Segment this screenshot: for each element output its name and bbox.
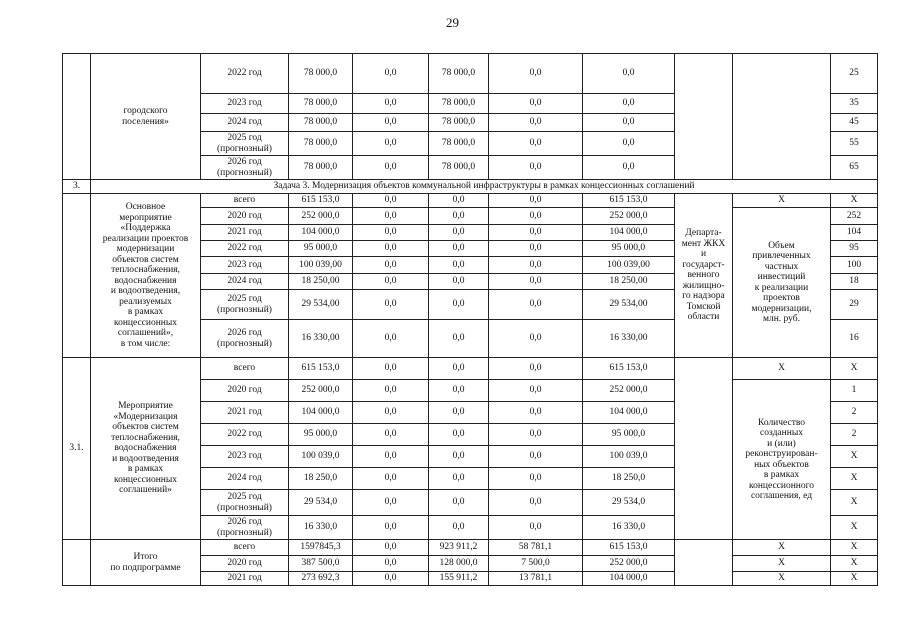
total-cell: 273 692,3 [289,572,353,586]
extrabudgetary-cell: 18 250,00 [583,274,675,290]
executor-cell: Департа- мент ЖКХ и государст- венного жилищно- го надзора Томской области [675,194,733,358]
federal-budget-cell: 0,0 [353,468,429,490]
extrabudgetary-cell: 252 000,0 [583,380,675,402]
extrabudgetary-cell: 95 000,0 [583,241,675,257]
year-cell: всего [201,358,289,380]
measure-name-cell: Мероприятие «Модернизация объектов систем теплоснабжения, водоснабжения и водоотведения в рамках концессионных соглашений» [91,358,201,540]
federal-budget-cell: 0,0 [353,402,429,424]
regional-budget-cell: 78 000,0 [429,54,489,94]
target-value-cell: 2 [831,424,878,446]
regional-budget-cell: 78 000,0 [429,132,489,156]
local-budget-cell: 0,0 [489,490,583,516]
local-budget-cell: 0,0 [489,54,583,94]
year-cell: всего [201,540,289,556]
total-cell: 1597845,3 [289,540,353,556]
total-cell: 78 000,0 [289,156,353,180]
total-cell: 95 000,0 [289,424,353,446]
regional-budget-cell: 0,0 [429,402,489,424]
regional-budget-cell: 0,0 [429,446,489,468]
total-cell: 16 330,00 [289,320,353,358]
federal-budget-cell: 0,0 [353,156,429,180]
regional-budget-cell: 0,0 [429,380,489,402]
local-budget-cell: 0,0 [489,468,583,490]
regional-budget-cell: 0,0 [429,208,489,225]
regional-budget-cell: 0,0 [429,320,489,358]
year-cell: 2024 год [201,114,289,132]
local-budget-cell: 0,0 [489,132,583,156]
federal-budget-cell: 0,0 [353,114,429,132]
total-cell: 78 000,0 [289,114,353,132]
extrabudgetary-cell: 29 534,0 [583,490,675,516]
federal-budget-cell: 0,0 [353,490,429,516]
number-cell: 3.1. [63,358,91,540]
local-budget-cell: 0,0 [489,94,583,114]
extrabudgetary-cell: 100 039,0 [583,446,675,468]
target-value-cell: X [831,490,878,516]
regional-budget-cell: 0,0 [429,257,489,274]
page-number: 29 [446,15,459,30]
indicator-cell: X [733,556,831,572]
task-number-cell: 3. [63,180,91,194]
year-cell: 2022 год [201,241,289,257]
number-cell [63,540,91,586]
local-budget-cell: 0,0 [489,380,583,402]
year-cell: 2020 год [201,208,289,225]
year-cell: 2024 год [201,468,289,490]
regional-budget-cell: 0,0 [429,241,489,257]
local-budget-cell: 0,0 [489,446,583,468]
number-cell [63,194,91,358]
target-value-cell: 35 [831,94,878,114]
executor-cell [675,54,733,180]
local-budget-cell: 0,0 [489,194,583,208]
target-value-cell: X [831,556,878,572]
regional-budget-cell: 128 000,0 [429,556,489,572]
federal-budget-cell: 0,0 [353,424,429,446]
local-budget-cell: 0,0 [489,424,583,446]
extrabudgetary-cell: 18 250,0 [583,468,675,490]
measure-name-cell: Итого по подпрограмме [91,540,201,586]
year-cell: 2023 год [201,94,289,114]
federal-budget-cell: 0,0 [353,290,429,320]
subprogram-table [62,53,878,586]
regional-budget-cell: 923 911,2 [429,540,489,556]
extrabudgetary-cell: 100 039,00 [583,257,675,274]
indicator-cell: X [733,572,831,586]
total-cell: 18 250,00 [289,274,353,290]
table-row [63,540,878,556]
total-cell: 78 000,0 [289,132,353,156]
local-budget-cell: 0,0 [489,402,583,424]
federal-budget-cell: 0,0 [353,320,429,358]
year-cell: 2023 год [201,446,289,468]
total-cell: 78 000,0 [289,94,353,114]
table-row [63,180,878,194]
federal-budget-cell: 0,0 [353,54,429,94]
year-cell: 2025 год (прогнозный) [201,290,289,320]
target-value-cell: 65 [831,156,878,180]
extrabudgetary-cell: 252 000,0 [583,556,675,572]
measure-name-cell: Основное мероприятие «Поддержка реализации проектов модернизации объектов систем теплоснабжения, водоснабжения и водоотведения, реализуемых в рамках концессионных соглашений», в том числе: [91,194,201,358]
regional-budget-cell: 78 000,0 [429,156,489,180]
federal-budget-cell: 0,0 [353,132,429,156]
local-budget-cell: 0,0 [489,225,583,241]
year-cell: 2020 год [201,380,289,402]
year-cell: 2024 год [201,274,289,290]
year-cell: 2021 год [201,225,289,241]
total-cell: 615 153,0 [289,358,353,380]
federal-budget-cell: 0,0 [353,380,429,402]
local-budget-cell: 7 500,0 [489,556,583,572]
year-cell: 2026 год (прогнозный) [201,320,289,358]
extrabudgetary-cell: 615 153,0 [583,194,675,208]
indicator-cell: X [733,194,831,208]
target-value-cell: X [831,540,878,556]
extrabudgetary-cell: 104 000,0 [583,572,675,586]
target-value-cell: 252 [831,208,878,225]
year-cell: 2022 год [201,424,289,446]
target-value-cell: X [831,194,878,208]
table-row [63,54,878,94]
regional-budget-cell: 0,0 [429,194,489,208]
federal-budget-cell: 0,0 [353,208,429,225]
indicator-cell [733,54,831,180]
extrabudgetary-cell: 0,0 [583,132,675,156]
total-cell: 615 153,0 [289,194,353,208]
regional-budget-cell: 155 911,2 [429,572,489,586]
target-value-cell: 29 [831,290,878,320]
federal-budget-cell: 0,0 [353,516,429,540]
target-value-cell: 18 [831,274,878,290]
extrabudgetary-cell: 0,0 [583,156,675,180]
table-row [63,358,878,380]
regional-budget-cell: 0,0 [429,424,489,446]
extrabudgetary-cell: 0,0 [583,114,675,132]
extrabudgetary-cell: 0,0 [583,94,675,114]
extrabudgetary-cell: 104 000,0 [583,402,675,424]
target-value-cell: X [831,516,878,540]
number-cell [63,54,91,180]
year-cell: 2026 год (прогнозный) [201,156,289,180]
year-cell: 2021 год [201,402,289,424]
total-cell: 387 500,0 [289,556,353,572]
executor-cell [675,540,733,586]
local-budget-cell: 0,0 [489,274,583,290]
regional-budget-cell: 0,0 [429,516,489,540]
target-value-cell: 45 [831,114,878,132]
federal-budget-cell: 0,0 [353,257,429,274]
task-title-cell: Задача 3. Модернизация объектов коммунальной инфраструктуры в рамках концессионных соглашений [91,180,878,194]
extrabudgetary-cell: 16 330,0 [583,516,675,540]
local-budget-cell: 0,0 [489,257,583,274]
target-value-cell: 104 [831,225,878,241]
indicator-cell: X [733,540,831,556]
local-budget-cell: 0,0 [489,208,583,225]
federal-budget-cell: 0,0 [353,241,429,257]
year-cell: 2023 год [201,257,289,274]
total-cell: 252 000,0 [289,208,353,225]
extrabudgetary-cell: 104 000,0 [583,225,675,241]
target-value-cell: 2 [831,402,878,424]
target-value-cell: 16 [831,320,878,358]
local-budget-cell: 58 781,1 [489,540,583,556]
local-budget-cell: 0,0 [489,516,583,540]
indicator-name-cell: Объем привлеченных частных инвестиций к реализации проектов модернизации, млн. руб. [733,208,831,358]
total-cell: 29 534,00 [289,290,353,320]
regional-budget-cell: 78 000,0 [429,94,489,114]
executor-cell [675,358,733,540]
regional-budget-cell: 78 000,0 [429,114,489,132]
extrabudgetary-cell: 0,0 [583,54,675,94]
measure-name-cell: городского поселения» [91,54,201,180]
extrabudgetary-cell: 29 534,00 [583,290,675,320]
federal-budget-cell: 0,0 [353,446,429,468]
year-cell: всего [201,194,289,208]
extrabudgetary-cell: 16 330,00 [583,320,675,358]
federal-budget-cell: 0,0 [353,225,429,241]
federal-budget-cell: 0,0 [353,540,429,556]
local-budget-cell: 0,0 [489,156,583,180]
indicator-cell: X [733,358,831,380]
regional-budget-cell: 0,0 [429,225,489,241]
target-value-cell: 25 [831,54,878,94]
federal-budget-cell: 0,0 [353,358,429,380]
year-cell: 2025 год (прогнозный) [201,132,289,156]
federal-budget-cell: 0,0 [353,274,429,290]
local-budget-cell: 13 781,1 [489,572,583,586]
total-cell: 18 250,0 [289,468,353,490]
total-cell: 100 039,0 [289,446,353,468]
target-value-cell: 1 [831,380,878,402]
extrabudgetary-cell: 95 000,0 [583,424,675,446]
year-cell: 2021 год [201,572,289,586]
regional-budget-cell: 0,0 [429,274,489,290]
local-budget-cell: 0,0 [489,320,583,358]
target-value-cell: 95 [831,241,878,257]
total-cell: 78 000,0 [289,54,353,94]
indicator-name-cell: Количество созданных и (или) реконструирован- ных объектов в рамках концессионного соглашения, ед [733,380,831,540]
target-value-cell: X [831,468,878,490]
total-cell: 95 000,0 [289,241,353,257]
target-value-cell: 55 [831,132,878,156]
target-value-cell: X [831,572,878,586]
federal-budget-cell: 0,0 [353,194,429,208]
local-budget-cell: 0,0 [489,114,583,132]
total-cell: 100 039,00 [289,257,353,274]
total-cell: 252 000,0 [289,380,353,402]
local-budget-cell: 0,0 [489,241,583,257]
table-row [63,194,878,208]
extrabudgetary-cell: 252 000,0 [583,208,675,225]
year-cell: 2025 год (прогнозный) [201,490,289,516]
total-cell: 104 000,0 [289,225,353,241]
total-cell: 29 534,0 [289,490,353,516]
total-cell: 104 000,0 [289,402,353,424]
regional-budget-cell: 0,0 [429,468,489,490]
extrabudgetary-cell: 615 153,0 [583,540,675,556]
year-cell: 2020 год [201,556,289,572]
target-value-cell: X [831,446,878,468]
federal-budget-cell: 0,0 [353,556,429,572]
target-value-cell: 100 [831,257,878,274]
year-cell: 2026 год (прогнозный) [201,516,289,540]
year-cell: 2022 год [201,54,289,94]
local-budget-cell: 0,0 [489,290,583,320]
extrabudgetary-cell: 615 153,0 [583,358,675,380]
regional-budget-cell: 0,0 [429,358,489,380]
target-value-cell: X [831,358,878,380]
regional-budget-cell: 0,0 [429,490,489,516]
regional-budget-cell: 0,0 [429,290,489,320]
total-cell: 16 330,0 [289,516,353,540]
federal-budget-cell: 0,0 [353,572,429,586]
federal-budget-cell: 0,0 [353,94,429,114]
local-budget-cell: 0,0 [489,358,583,380]
